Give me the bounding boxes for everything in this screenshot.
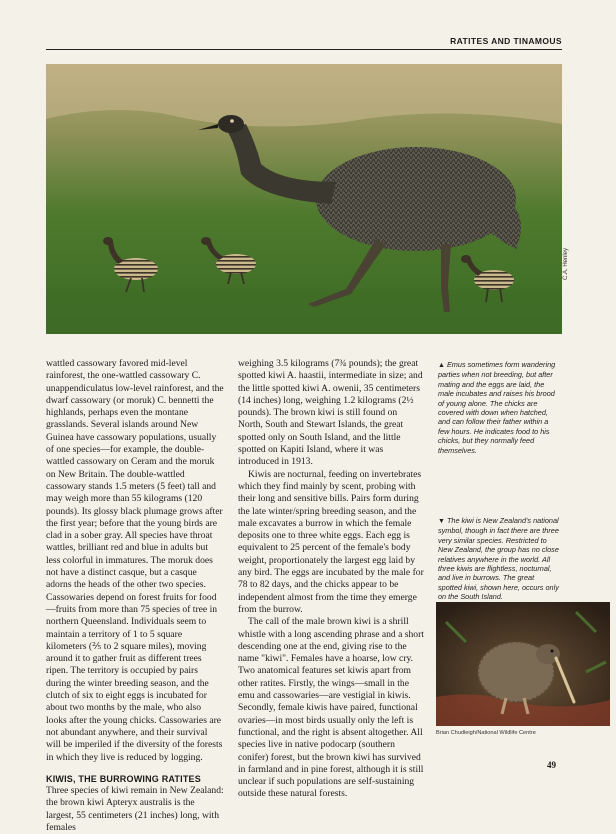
text-column-1 xyxy=(46,358,224,834)
page-number: 49 xyxy=(547,760,556,770)
caption-emu-text: Emus sometimes form wandering parties when not breeding, but after mating and the eggs are laid, the male incubates and raises his brood of young alone. The chicks are covered with down when hatched, and can follow their father within a few hours. He indicates food to his chicks, but they normally feed themselves. xyxy=(438,360,556,455)
caption-kiwi xyxy=(438,516,560,602)
running-head: RATITES AND TINAMOUS xyxy=(46,36,562,50)
section-heading-kiwis: KIWIS, THE BURROWING RATITES xyxy=(46,773,201,784)
col2-paragraph-3: The call of the male brown kiwi is a shrill whistle with a long ascending phrase and a short descending one at the end, giving rise to the name "kiwi". Females have a hoarse, low cry. Two anatomical features set kiwis apart from other ratites. Firstly, the wings—small in the emu and cassowaries—are vestigial in kiwis. Secondly, female kiwis have paired, functional ovaries—in most birds usually only the left is functional, and the right is absent altogether. All species live in native podocarp (southern conifer) forest, but the brown kiwi has survived in farmland and in pine forest, although it is still unclear if such populations are self-sustaining outside these natural forests. xyxy=(238,616,424,800)
caption-emu xyxy=(438,360,560,455)
photo-credit-main: C.A. Henley xyxy=(563,247,569,280)
kiwi-photo-graphic xyxy=(436,602,610,726)
col2-paragraph-2: Kiwis are nocturnal, feeding on invertebrates which they find mainly by scent, probing with their long and sensitive bills. Pairs form during the late winter/spring breeding season, and the male excavates a burrow in which the female deposits one to three white eggs. Each egg is equivalent to 25 percent of the female's body weight, proportionately the largest egg laid by any bird. The eggs are incubated by the male for 78 to 82 days, and the chicks appear to be independent almost from the time they emerge from the burrow. xyxy=(238,468,424,615)
caption-kiwi-text: The kiwi is New Zealand's national symbol, though in fact there are three very similar species. Restricted to New Zealand, the group has no close relatives anywhere in the world. All three kiwis are flightless, nocturnal, and live in burrows. The great spotted kiwi, shown here, occurs only on the South Island. xyxy=(438,516,559,602)
col2-paragraph-1: weighing 3.5 kilograms (7¾ pounds); the great spotted kiwi A. haastii, intermediate in size; and the little spotted kiwi A. owenii, 35 centimeters (14 inches) long, weighing 1.2 kilograms (2½ pounds). The brown kiwi is still found on North, South and Stewart Islands, the great spotted only on South Island, and the little spotted on Kapiti Island, where it was introduced in 1913. xyxy=(238,358,423,468)
text-column-2 xyxy=(238,358,424,801)
col1-paragraph-2: Three species of kiwi remain in New Zealand: the brown kiwi Apteryx australis is the largest, 55 centimeters (21 inches) long, with females xyxy=(46,785,224,833)
up-triangle-icon: ▲ xyxy=(438,362,445,369)
col1-paragraph-1: wattled cassowary favored mid-level rainforest, the one-wattled cassowary C. unappendiculatus low-level rainforest, and the dwarf cassowary (or moruk) C. bennetti the highlands, perhaps even the montane grasslands. Several islands around New Guinea have cassowary populations, usually of one species—for example, the double-wattled cassowary on Ceram and the moruk on New Britain. The double-wattled cassowary stands 1.5 meters (5 feet) tall and may weigh more than 55 kilograms (120 pounds). Its glossy black plumage grows after the first year; before that the young birds are clad in a sober gray. All species have throat wattles, brilliant red and blue in adults but less colorful in immatures. The moruk does not have a distinct casque, but a casque adorns the heads of the other two species. Cassowaries depend on forest fruits for food—fruits from more than 75 species of tree in northern Queensland. Individuals seem to maintain a territory of 1 to 5 square kilometers (⅖ to 2 square miles), moving around it to gather fruit as different trees ripen. The territory is occupied by pairs during the winter breeding season, and the clutch of six to eight eggs is incubated for about two months by the male, who also looks after the young chicks. Cassowaries are not abundant anywhere, and their survival will be imperiled if the diversity of the forests in which they live is reduced by logging. xyxy=(46,358,224,763)
emu-photo xyxy=(46,64,562,334)
down-triangle-icon: ▼ xyxy=(438,518,445,525)
kiwi-photo xyxy=(436,602,610,726)
photo-credit-kiwi: Brian Chudleigh/National Wildlife Centre xyxy=(436,730,536,736)
emu-photo-graphic xyxy=(46,64,562,334)
